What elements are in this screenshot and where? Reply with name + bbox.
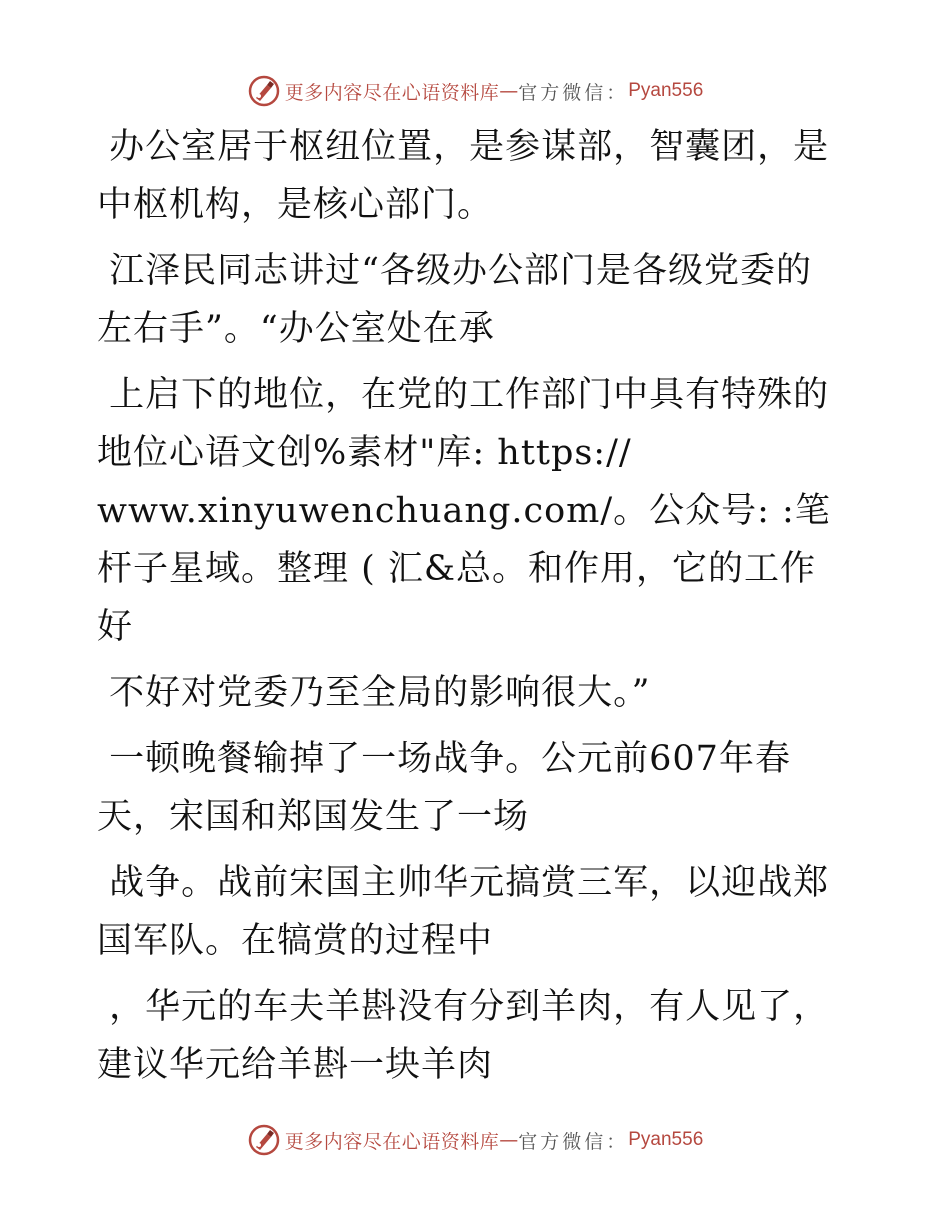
document-body: [97, 118, 837, 1102]
footer-watermark: [0, 1122, 950, 1158]
footer-slogan: 更多内容尽在心语资料库: [284, 1130, 500, 1153]
header-slogan: 更多内容尽在心语资料库: [284, 81, 500, 104]
header-watermark: [0, 73, 950, 109]
pen-nib-logo-icon: [247, 74, 281, 108]
pen-nib-logo-icon: [247, 1123, 281, 1157]
header-wechat-label: 官方微信：: [518, 81, 629, 104]
header-wechat-id: Pyan556: [628, 80, 704, 101]
footer-separator: —: [499, 1129, 519, 1151]
footer-wechat-label: 官方微信：: [518, 1130, 629, 1153]
paragraph-5: 一顿晚餐输掉了一场战争。公元前607年春天，宋国和郑国发生了一场: [97, 739, 791, 837]
paragraph-7: ，华元的车夫羊斟没有分到羊肉，有人见了，建议华元给羊斟一块羊肉: [97, 987, 830, 1085]
paragraph-2: 江泽民同志讲过“各级办公部门是各级党委的左右手”。“办公室处在承: [97, 251, 813, 349]
paragraph-6: 战争。战前宋国主帅华元搞赏三军，以迎战郑国军队。在犒赏的过程中: [97, 863, 830, 961]
paragraph-4: 不好对党委乃至全局的影响很大。”: [97, 673, 651, 713]
footer-wechat-id: Pyan556: [628, 1129, 704, 1150]
header-separator: —: [499, 80, 519, 102]
paragraph-1: 办公室居于枢纽位置，是参谋部，智囊团，是中枢机构，是核心部门。: [97, 127, 830, 225]
paragraph-3: 上启下的地位，在党的工作部门中具有特殊的地位心语文创%素材"库: https:// www.xinyuwenchuang.com/。公众号: :笔杆子星域。整理 ( 汇&总。和作用，它的工作好: [97, 375, 831, 647]
